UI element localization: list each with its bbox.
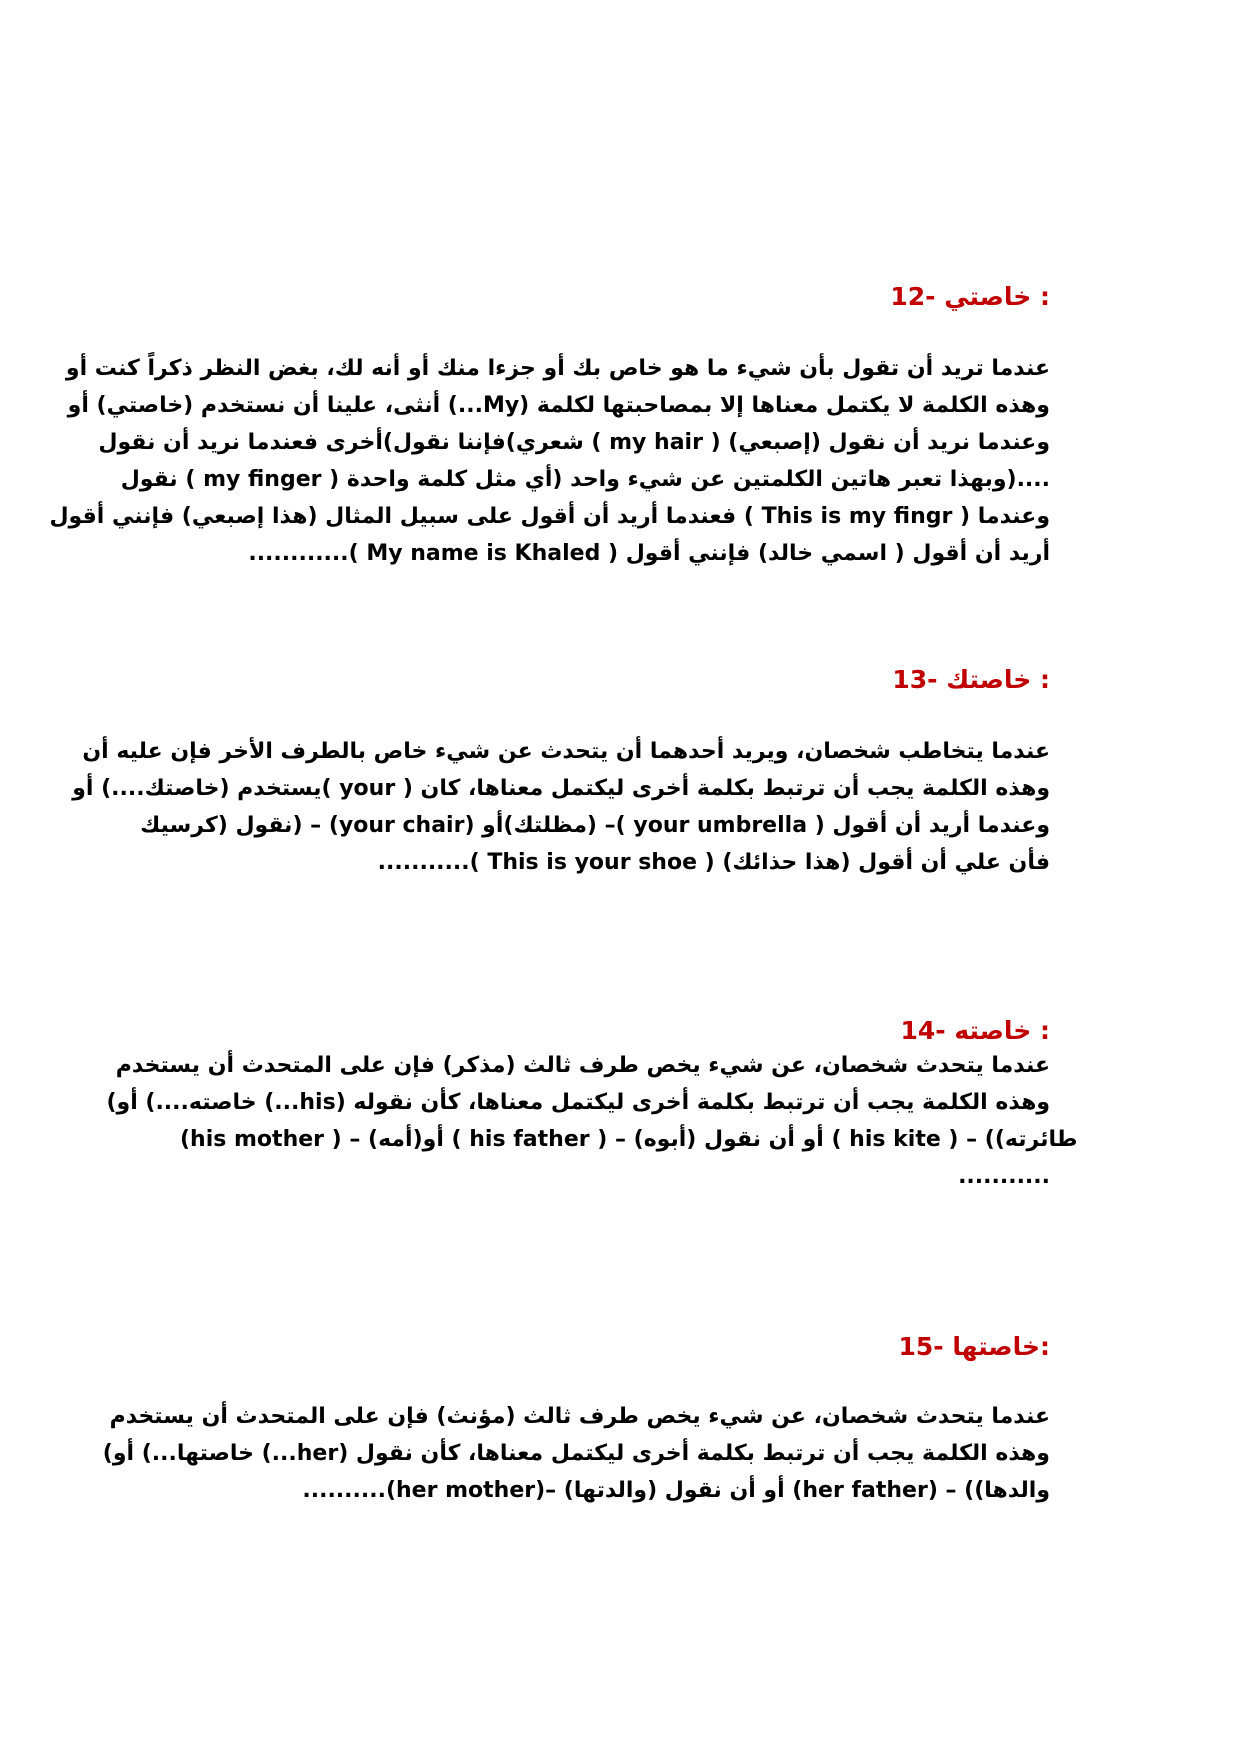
paragraph-line: ...........( This is your shoe ) (هذا حذائك) فأن علي أن أقول [377, 850, 1050, 875]
section-heading-12: : خاصتي -12 [890, 282, 1050, 311]
paragraph-line: ....(وبهذا تعبر هاتين الكلمتين عن شيء واحد (أي مثل كلمة واحدة ( my finger ) نقول [120, 467, 1050, 492]
paragraph-line: (his mother ) – (أمه)أو ( his father ) – (أو أن نقول (أبوه ( his kite ) – ((طائرته [180, 1127, 1078, 1152]
paragraph-line: وهذه الكلمة يجب أن ترتبط بكلمة أخرى ليكتمل معناها، كأن نقوله (his...) خاصته....) أو) [106, 1090, 1050, 1115]
paragraph-line: وهذه الكلمة يجب أن ترتبط بكلمة أخرى ليكتمل معناها، كأن نقول (her...) خاصتها...) أو) [102, 1441, 1050, 1466]
paragraph-line: ............( My name is Khaled ) أريد أن أقول ( اسمي خالد) فإنني أقول [248, 541, 1050, 566]
section-heading-13: : خاصتك -13 [892, 665, 1050, 694]
paragraph-line: عندما تريد أن تقول بأن شيء ما هو خاص بك أو جزءا منك أو أنه لك، بغض النظر ذكراً كنت أو [65, 356, 1050, 381]
paragraph-line: وعندما ( This is my fingr ) فعندما أريد أن أقول على سبيل المثال (هذا إصبعي) فإنني أقول [49, 504, 1050, 529]
section-body-12 [49, 350, 1050, 572]
paragraph-line: وعندما أريد أن أقول ( your umbrella )– (مظلتك)أو (your chair) – (نقول (كرسيك [140, 813, 1050, 838]
section-heading-14: : خاصته -14 [900, 1016, 1050, 1045]
paragraph-line: وهذه الكلمة يجب أن ترتبط بكلمة أخرى ليكتمل معناها، كان ( your )يستخدم (خاصتك....) أو [72, 776, 1050, 801]
paragraph-line: ........... [958, 1164, 1050, 1189]
paragraph-line: ..........(her mother)– (أو أن نقول (والدتها (her father) – ((والدها [302, 1478, 1050, 1503]
section-heading-15: :خاصتها -15 [898, 1332, 1050, 1361]
paragraph-line: وهذه الكلمة لا يكتمل معناها إلا بمصاحبتها لكلمة (My...) أنثى، علينا أن نستخدم (خاصتي) أو [67, 393, 1050, 418]
section-body-13 [72, 733, 1050, 881]
paragraph-line: عندما يتخاطب شخصان، ويريد أحدهما أن يتحدث عن شيء خاص بالطرف الأخر فإن عليه أن [82, 739, 1050, 764]
paragraph-line: عندما يتحدث شخصان، عن شيء يخص طرف ثالث (مؤنث) فإن على المتحدث أن يستخدم [109, 1404, 1050, 1429]
paragraph-line: وعندما نريد أن نقول (إصبعي) ( my hair ) شعري)فإننا نقول)أخرى فعندما نريد أن نقول [98, 430, 1050, 455]
section-body-14 [106, 1047, 1078, 1195]
paragraph-line: عندما يتحدث شخصان، عن شيء يخص طرف ثالث (مذكر) فإن على المتحدث أن يستخدم [115, 1053, 1050, 1078]
section-body-15 [102, 1398, 1050, 1509]
